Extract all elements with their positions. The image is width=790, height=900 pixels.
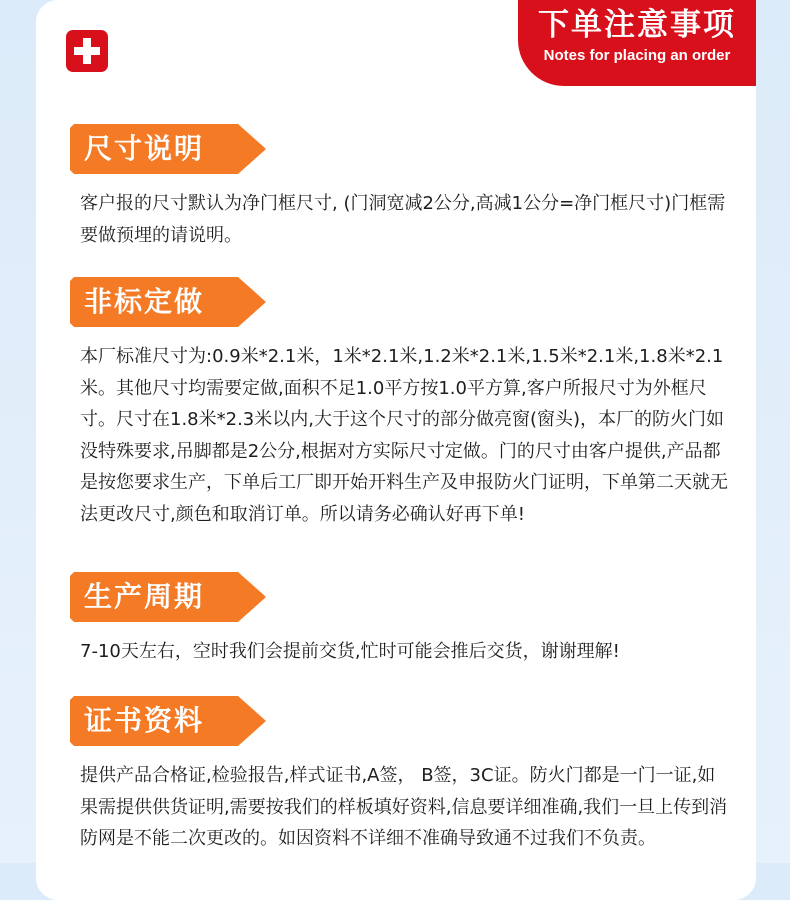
section-title-production: 生产周期 <box>84 580 205 613</box>
section-body-custom: 本厂标准尺寸为:0.9米*2.1米，1米*2.1米,1.2米*2.1米,1.5米*2.1米,1.8米*2.1米。其他尺寸均需要定做,面积不足1.0平方按1.0平方算,客户所报尺寸为外框尺寸。尺寸在1.8米*2.3米以内,大于这个尺寸的部分做亮窗(窗头)，本厂的防火门如没特殊要求,吊脚都是2公分,根据对方实际尺寸定做。门的尺寸由客户提供,产品都是按您要求生产，下单后工厂即开始开料生产及申报防火门证明，下单第二天就无法更改尺寸,颜色和取消订单。所以请务必确认好再下单! <box>80 346 728 525</box>
header-title: 下单注意事项 <box>538 7 736 43</box>
section-tag-size <box>70 124 266 174</box>
section-tag-certificates <box>70 696 266 746</box>
section-title-size: 尺寸说明 <box>84 132 205 165</box>
section-body-production: 7-10天左右，空时我们会提前交货,忙时可能会推后交货，谢谢理解! <box>80 641 620 662</box>
section-tag-custom <box>70 277 266 327</box>
section-title-custom: 非标定做 <box>84 285 205 318</box>
header-badge <box>518 0 756 86</box>
section-body-certificates: 提供产品合格证,检验报告,样式证书,A签， B签，3C证。防火门都是一门一证,如果需提供供货证明,需要按我们的样板填好资料,信息要详细准确,我们一旦上传到消防网是不能二次更改的。如因资料不详细不准确导致通不过我们不负责。 <box>80 765 728 849</box>
plus-cross-icon <box>66 30 108 72</box>
section-tag-production <box>70 572 266 622</box>
header-subtitle: Notes for placing an order <box>543 47 731 64</box>
section-title-certificates: 证书资料 <box>84 704 205 737</box>
section-body-size: 客户报的尺寸默认为净门框尺寸, (门洞宽减2公分,高减1公分=净门框尺寸)门框需要做预埋的请说明。 <box>80 193 726 246</box>
